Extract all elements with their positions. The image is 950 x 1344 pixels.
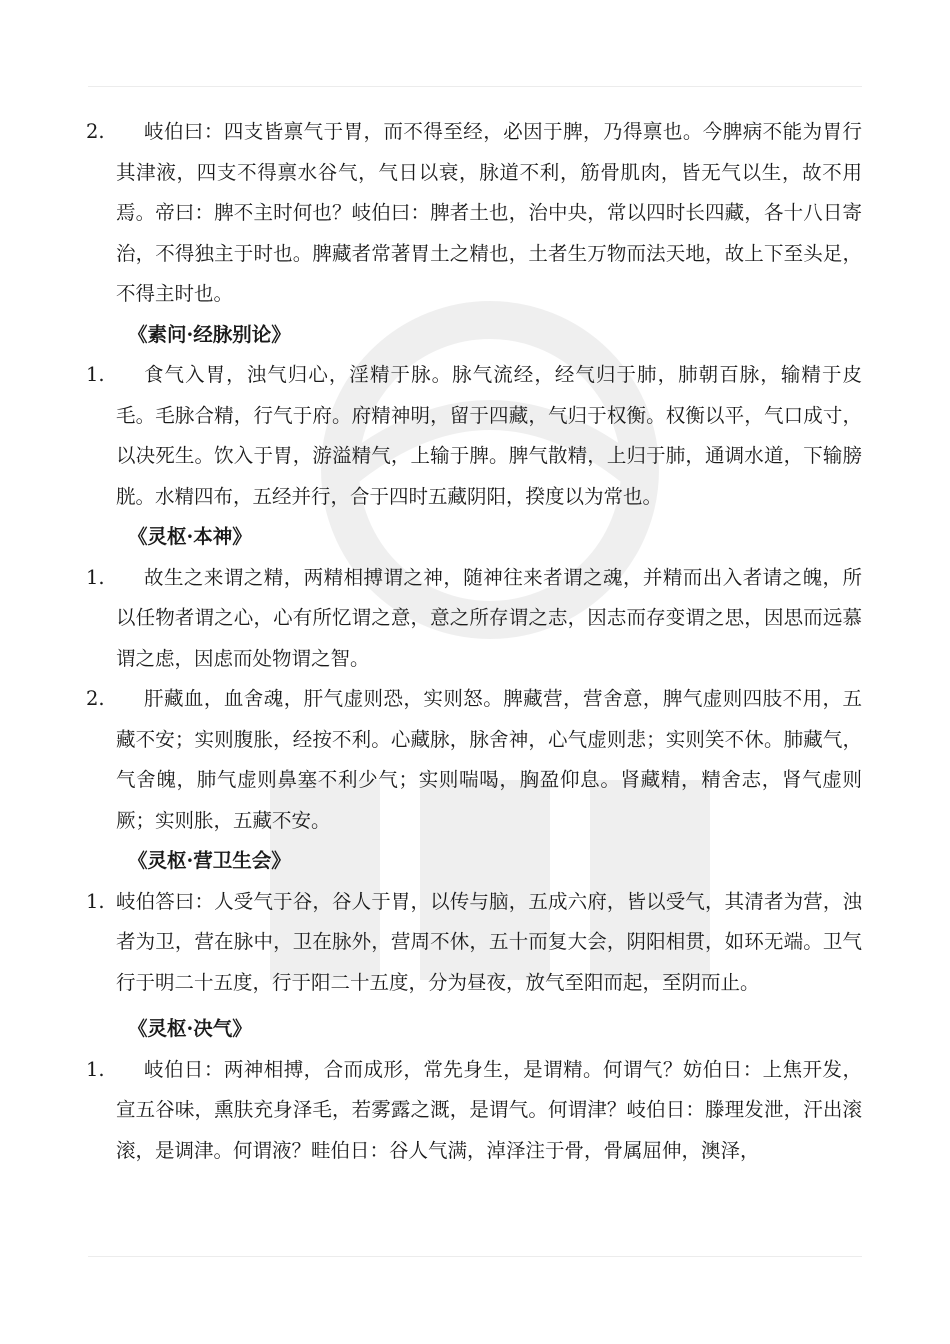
list-item [0,112,862,315]
list-item [0,1050,862,1172]
item-text: 岐伯曰：四支皆禀气于胃，而不得至经，必因于脾，乃得禀也。今脾病不能为胃行其津液，四支不得禀水谷气，气日以衰，脉道不利，筋骨肌肉，皆无气以生，故不用焉。帝曰：脾不主时何也？岐伯曰：脾者土也，治中央，常以四时长四藏，各十八日寄治，不得独主于时也。脾藏者常著胃土之精也，土者生万物而法天地，故上下至头足，不得主时也。 [116,120,862,305]
list-item [0,355,862,517]
section-4 [0,1009,950,1171]
item-text: 岐伯日：两神相搏，合而成形，常先身生，是谓精。何谓气？妨伯日：上焦开发，宣五谷味，熏肤充身泽毛，若雾露之溉，是谓气。何谓津？岐伯日：滕理发泄，汗出滚滚，是调津。何谓液？畦伯日：谷人气满，淖泽注于骨，骨属屈伸，澳泽， [116,1057,862,1162]
item-number: 1. [86,1057,105,1081]
section-0 [0,112,950,315]
list-item [0,679,862,841]
item-number: 2. [86,120,105,143]
document-body [0,112,950,1171]
item-number: 1. [86,565,105,589]
list-item [0,882,862,1004]
item-text: 食气入胃，浊气归心，淫精于脉。脉气流经，经气归于肺，肺朝百脉，输精于皮毛。毛脉合精，行气于府。府精神明，留于四藏，气归于权衡。权衡以平，气口成寸，以决死生。饮入于胃，游溢精气，上输于脾。脾气散精，上归于肺，通调水道，下输膀胱。水精四布，五经并行，合于四时五藏阴阳，揆度以为常也。 [116,363,862,508]
item-number: 1. [86,363,105,386]
section-3 [0,841,950,1003]
item-text: 岐伯答曰：人受气于谷，谷人于胃，以传与脑，五成六府，皆以受气，其清者为营，浊者为卫，营在脉中，卫在脉外，营周不休，五十而复大会，阴阳相贯，如环无端。卫气行于明二十五度，行于阳二十五度，分为昼夜，放气至阳而起，至阴而止。 [116,889,862,994]
item-text: 肝藏血，血舍魂，肝气虚则恐，实则怒。脾藏营，营舍意，脾气虚则四肢不用，五藏不安；实则腹胀，经按不利。心藏脉，脉舍神，心气虚则悲；实则笑不休。肺藏气，气舍魄，肺气虚则鼻塞不利少气；实则喘喝，胸盈仰息。肾藏精，精舍志，肾气虚则厥；实则胀，五藏不安。 [116,687,862,832]
item-number: 1. [86,889,105,913]
section-heading: 《灵枢·本神》 [128,525,252,548]
section-heading: 《灵枢·决气》 [128,1017,252,1040]
footer-divider [88,1256,862,1257]
header-divider [88,86,862,87]
item-number: 2. [86,687,105,710]
section-heading: 《素问·经脉别论》 [128,322,291,346]
item-text: 故生之来谓之精，两精相搏谓之神，随神往来者谓之魂，并精而出入者请之魄，所以任物者谓之心，心有所忆谓之意，意之所存谓之志，因志而存变谓之思，因思而远慕谓之虑，因虑而处物谓之智。 [116,565,862,670]
section-heading: 《灵枢·营卫生会》 [128,849,291,872]
section-1 [0,315,950,518]
list-item [0,558,862,680]
section-2 [0,517,950,841]
